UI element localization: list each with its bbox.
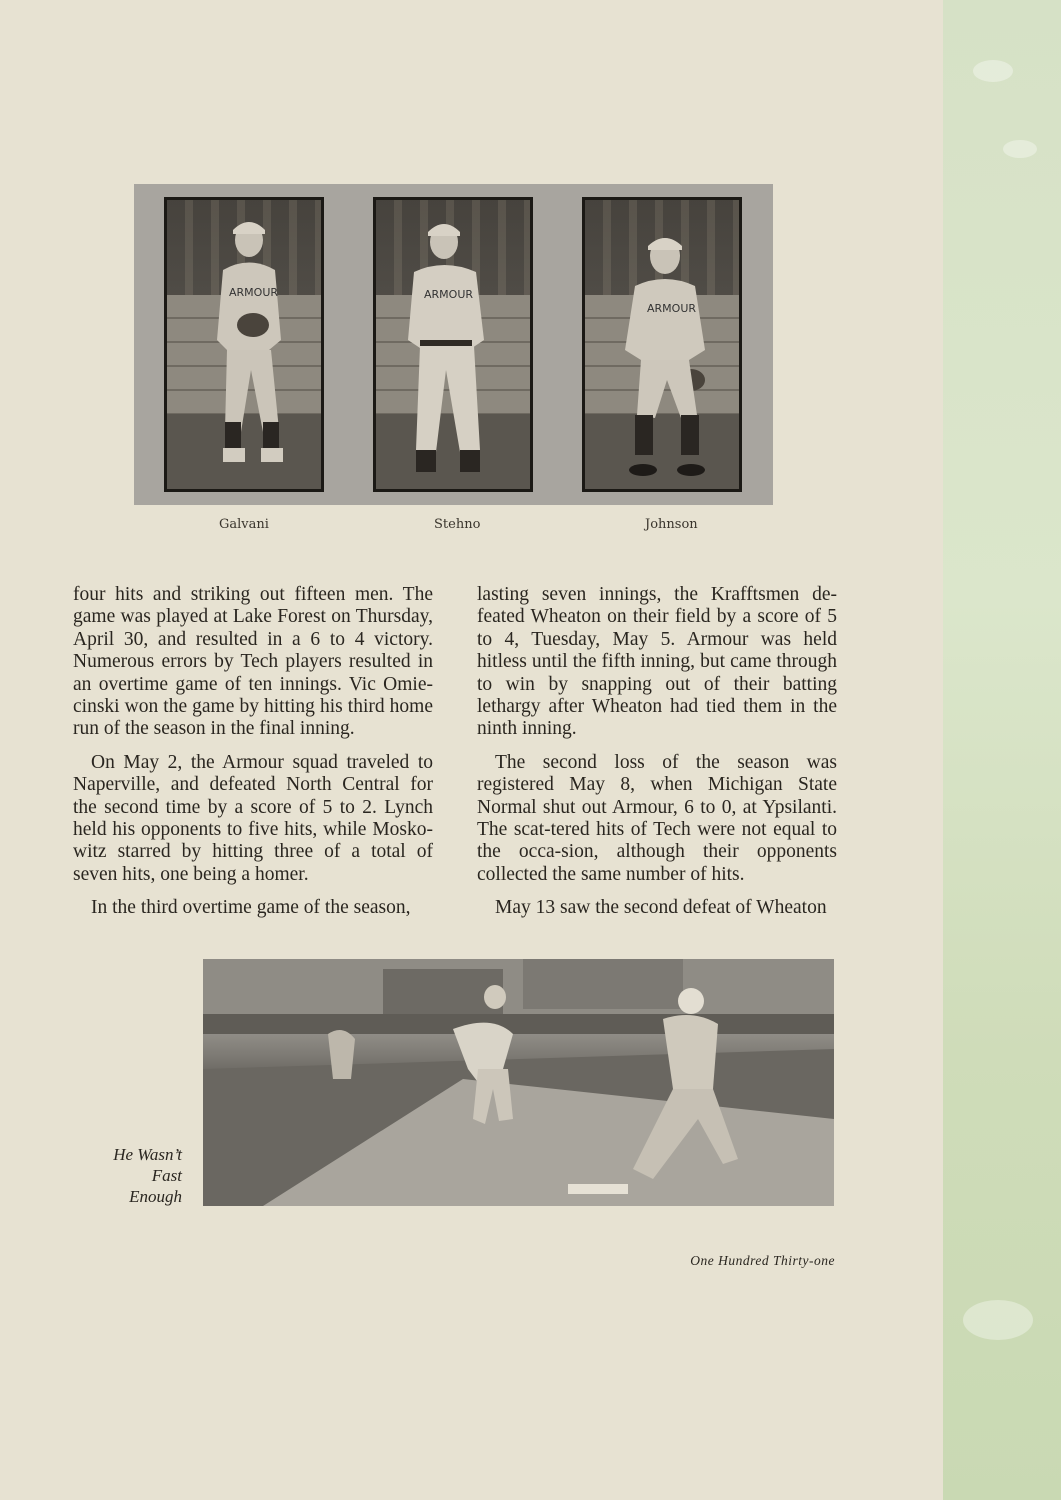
player-photo-stehno [373, 197, 533, 492]
caption-line: Enough [129, 1187, 182, 1206]
player-photo-strip [134, 184, 773, 505]
galvani-jersey-lettering: ARMOUR [229, 286, 279, 299]
caption-stehno: Stehno [434, 517, 481, 532]
caption-johnson: Johnson [645, 517, 698, 532]
paragraph: In the third overtime game of the season, [91, 897, 411, 919]
paragraph: On May 2, the Armour squad traveled to Naperville, and defeated North Central for the second time by a score of 5 to 2. Lynch held his opponents to five hits, while Mosko-witz starred by hitting three of a total of seven hits, one being a homer. [73, 751, 433, 885]
caption-galvani: Galvani [219, 517, 269, 532]
player-photo-galvani [164, 197, 324, 492]
paragraph: May 13 saw the second defeat of Wheaton [495, 897, 827, 919]
paragraph: four hits and striking out fifteen men. The game was played at Lake Forest on Thursday, April 30, and resulted in a 6 to 4 victory. Numerous errors by Tech players resulted in an overtime game of ten innings. Vic Omie-cinski won the game by hitting his third home run of the season in the final inning. [73, 584, 433, 740]
player-photo-johnson [582, 197, 742, 492]
caption-line: Fast [151, 1166, 182, 1185]
johnson-jersey-lettering: ARMOUR [647, 302, 697, 315]
caption-line: He Wasn’t [113, 1145, 182, 1164]
paragraph: The second loss of the season was registered May 8, when Michigan State Normal shut out Armour, 6 to 0, at Ypsilanti. The scat-tered hits of Tech were not equal to the occa-sion, although their opponents collected the same number of hits. [477, 751, 837, 885]
page-number: One Hundred Thirty-one [690, 1253, 835, 1268]
article-column-left [73, 584, 433, 931]
action-photo [203, 959, 834, 1206]
paragraph: lasting seven innings, the Krafftsmen de-feated Wheaton on their field by a score of 5 to 4, Tuesday, May 5. Armour was held hitless until the fifth inning, but came through to win by snapping out of their batting lethargy after Wheaton had tied them in the ninth inning. [477, 584, 837, 740]
article-column-right [477, 584, 837, 931]
stehno-jersey-lettering: ARMOUR [424, 288, 474, 301]
action-photo-caption [96, 1144, 182, 1207]
page-edge-tint [943, 0, 1061, 1500]
